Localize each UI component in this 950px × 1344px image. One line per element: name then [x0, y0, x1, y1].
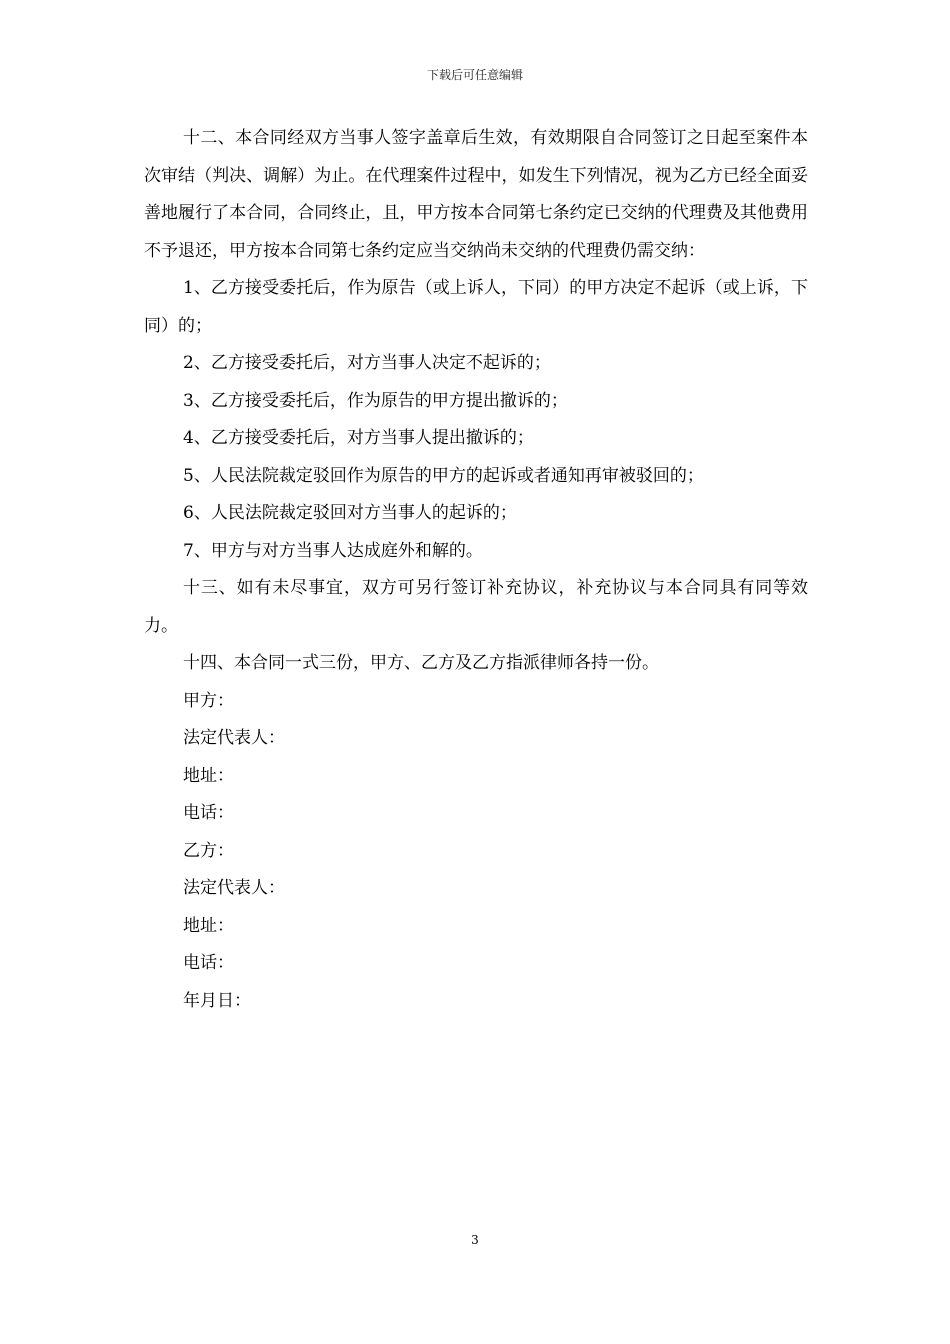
date-label: 年月日：: [183, 990, 251, 1011]
party-a-address-label: 地址：: [183, 765, 234, 786]
party-a-phone-label: 电话：: [183, 803, 234, 823]
list-item-4: 4、乙方接受委托后，对方当事人提出撤诉的；: [183, 428, 534, 448]
list-item-2: 2、乙方接受委托后，对方当事人决定不起诉的；: [183, 353, 551, 373]
list-item-3: 3、乙方接受委托后，作为原告的甲方提出撤诉的；: [183, 390, 568, 411]
party-b-address-label: 地址：: [183, 915, 234, 936]
list-item-6: 6、人民法院裁定驳回对方当事人的起诉的；: [183, 503, 517, 523]
clause-12: 十二、本合同经双方当事人签字盖章后生效，有效期限自合同签订之日起至案件本次审结（判决、调解）为止。在代理案件过程中，如发生下列情况，视为乙方已经全面妥善地履行了本合同，合同终止，且，甲方按本合同第七条约定已交纳的代理费及其他费用不予退还，甲方按本合同第七条约定应当交纳尚未交纳的代理费仍需交纳：: [144, 128, 808, 261]
document-body: [144, 120, 808, 1020]
party-a-label: 甲方：: [183, 690, 234, 711]
party-a-representative-label: 法定代表人：: [183, 728, 285, 748]
clause-14: 十四、本合同一式三份，甲方、乙方及乙方指派律师各持一份。: [183, 653, 659, 673]
clause-13: 十三、如有未尽事宜，双方可另行签订补充协议，补充协议与本合同具有同等效力。: [144, 578, 808, 636]
list-item-5: 5、人民法院裁定驳回作为原告的甲方的起诉或者通知再审被驳回的；: [183, 465, 704, 486]
party-b-label: 乙方：: [183, 840, 234, 861]
list-item-1: 1、乙方接受委托后，作为原告（或上诉人，下同）的甲方决定不起诉（或上诉，下同）的；: [144, 278, 808, 336]
party-b-representative-label: 法定代表人：: [183, 878, 285, 898]
page-number: 3: [471, 1233, 479, 1247]
page-header: 下载后可任意编辑: [426, 68, 523, 82]
list-item-7: 7、甲方与对方当事人达成庭外和解的。: [183, 540, 483, 561]
party-b-phone-label: 电话：: [183, 953, 234, 973]
